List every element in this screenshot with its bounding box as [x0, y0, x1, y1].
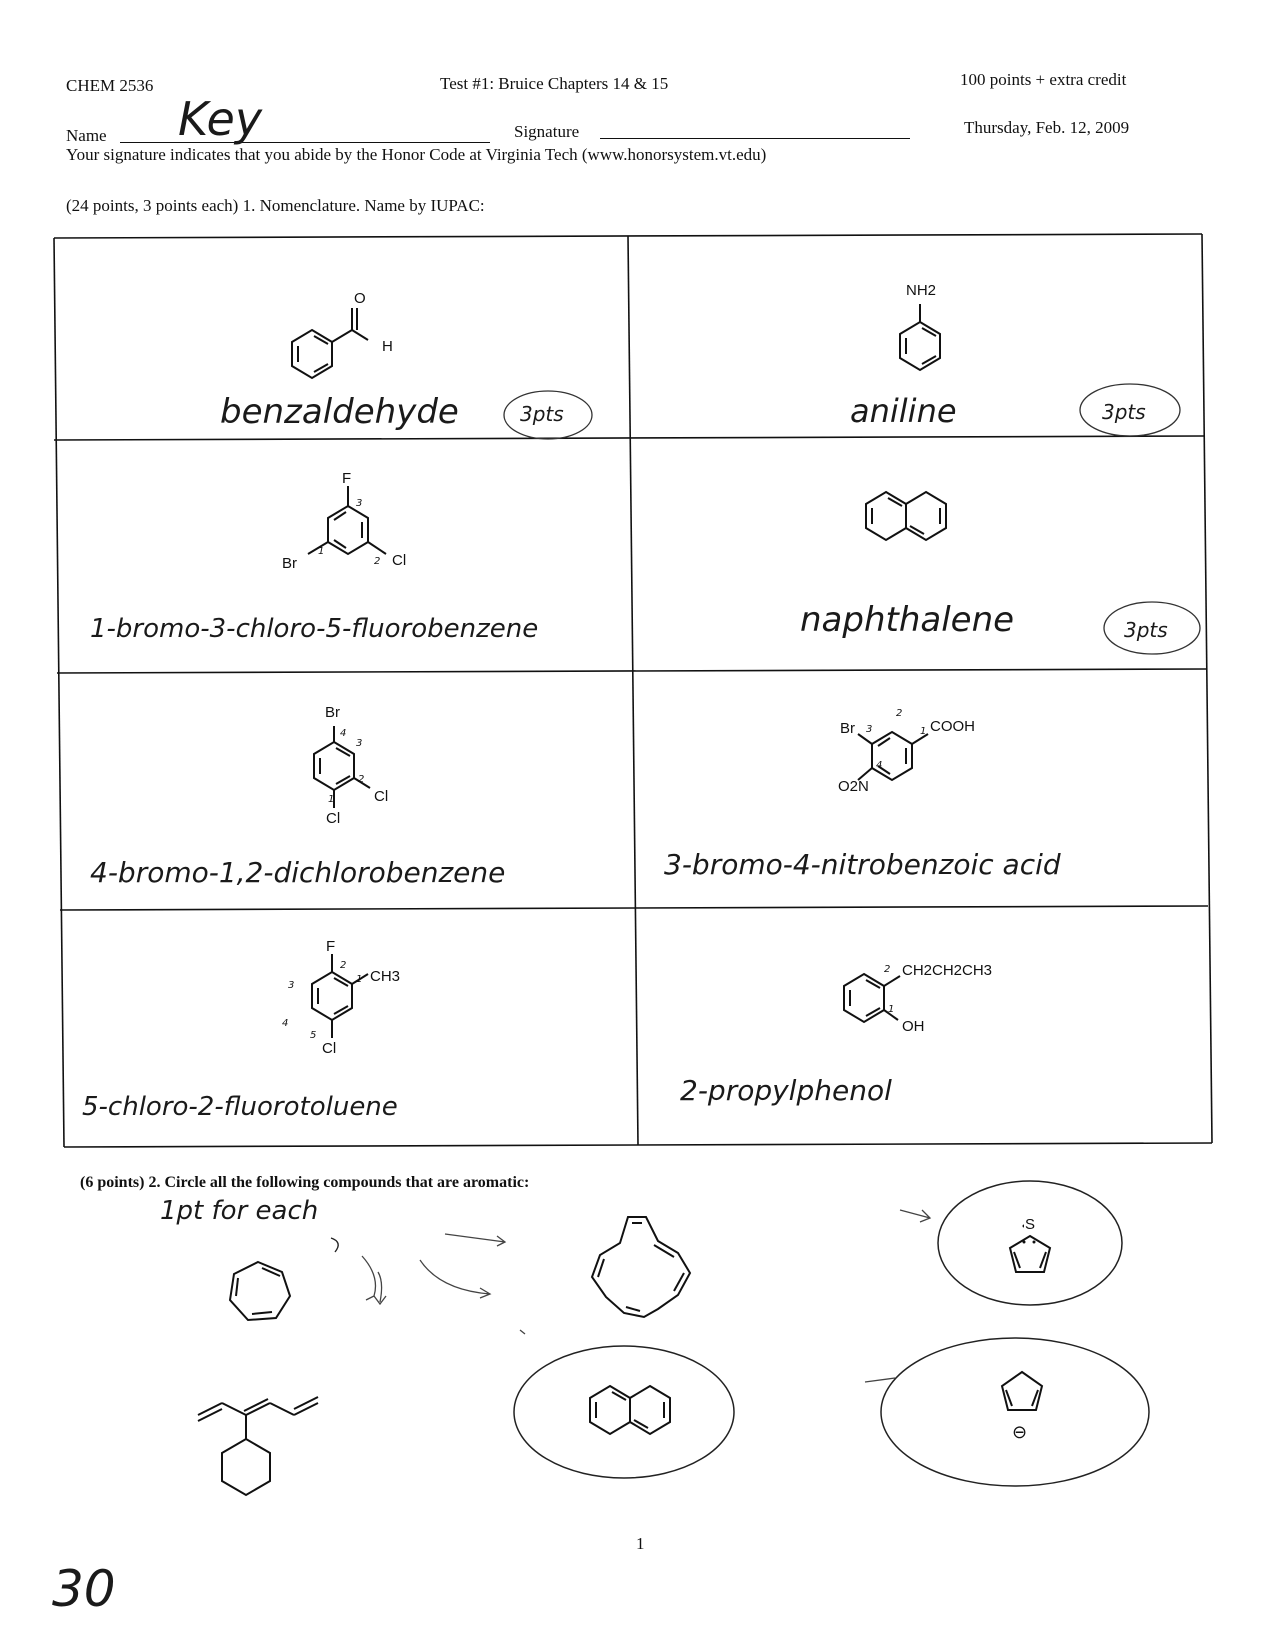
answer-bromo-dichlorobenzene: 4-bromo-1,2-dichlorobenzene	[90, 856, 506, 889]
locant-3: 3	[356, 498, 363, 509]
label-propyl-chain: CH2CH2CH3	[902, 962, 993, 979]
locant-3c: 3	[866, 724, 873, 735]
points-total: 100 points + extra credit	[960, 70, 1127, 89]
score-1: 3pts	[520, 402, 564, 426]
answer-benzaldehyde: benzaldehyde	[220, 392, 459, 432]
q1-prompt: (24 points, 3 points each) 1. Nomenclature. Name by IUPAC:	[66, 196, 485, 215]
label-f-2: F	[326, 938, 336, 955]
answer-chloro-fluorotoluene: 5-chloro-2-fluorotoluene	[82, 1092, 398, 1122]
locant-1c: 1	[920, 726, 927, 737]
course-code: CHEM 2536	[66, 76, 154, 95]
locant-3d: 3	[288, 980, 295, 991]
total-score: 30	[52, 1560, 116, 1618]
label-o: O	[354, 290, 366, 307]
answer-aniline: aniline	[850, 392, 957, 430]
score-2: 3pts	[1102, 400, 1146, 424]
page-number: 1	[636, 1534, 645, 1553]
locant-2b: 2	[358, 774, 365, 785]
score-3: 3pts	[1124, 618, 1168, 642]
label-s: S	[1025, 1216, 1036, 1233]
locant-1e: 1	[888, 1004, 895, 1015]
locant-1: 1	[318, 546, 325, 557]
annulene-structure	[580, 1205, 710, 1335]
locant-2c: 2	[896, 708, 903, 719]
label-cl: Cl	[392, 552, 407, 569]
cyclohexyl-diene-structure	[190, 1395, 340, 1535]
label-br-3: Br	[840, 720, 855, 737]
label-oh: OH	[902, 1018, 925, 1035]
label-cl-3: Cl	[322, 1040, 337, 1057]
anion-charge: ⊖	[1012, 1422, 1028, 1442]
label-br-2: Br	[325, 704, 340, 721]
answer-trihalobenzene: 1-bromo-3-chloro-5-fluorobenzene	[90, 614, 539, 644]
signature-label: Signature	[514, 122, 580, 141]
answer-naphthalene: naphthalene	[800, 600, 1015, 640]
label-br: Br	[282, 555, 297, 572]
locant-4c: 4	[876, 760, 883, 771]
locant-1d: 1	[356, 974, 363, 985]
date: Thursday, Feb. 12, 2009	[964, 118, 1130, 137]
q2-prompt: (6 points) 2. Circle all the following compounds that are aromatic:	[80, 1174, 530, 1191]
locant-2: 2	[374, 556, 381, 567]
locant-2e: 2	[884, 964, 891, 975]
honor-code-text: Your signature indicates that you abide by the Honor Code at Virginia Tech (www.honorsystem.vt.edu)	[66, 145, 767, 164]
locant-4: 4	[340, 728, 347, 739]
label-cooh: COOH	[930, 718, 975, 735]
label-nh2: NH2	[906, 282, 937, 299]
locant-4d: 4	[282, 1018, 289, 1029]
locant-3b: 3	[356, 738, 363, 749]
label-f: F	[342, 470, 352, 487]
locant-5d: 5	[310, 1030, 317, 1041]
label-cl-b: Cl	[326, 810, 341, 827]
locant-2d: 2	[340, 960, 347, 971]
naphthalene-q2-structure	[580, 1380, 690, 1450]
label-cl-a: Cl	[374, 788, 389, 805]
answer-bromo-nitrobenzoic-acid: 3-bromo-4-nitrobenzoic acid	[664, 848, 1061, 881]
label-ch3: CH3	[370, 968, 401, 985]
label-h: H	[382, 338, 393, 355]
answer-propylphenol: 2-propylphenol	[680, 1074, 892, 1107]
test-title: Test #1: Bruice Chapters 14 & 15	[440, 74, 669, 93]
q2-grading-note: 1pt for each	[160, 1196, 319, 1226]
locant-1b: 1	[328, 794, 335, 805]
name-value: Key	[178, 92, 263, 146]
label-no2: O2N	[838, 778, 869, 795]
cycloheptatriene-structure	[220, 1254, 310, 1344]
name-label: Name	[66, 126, 107, 145]
